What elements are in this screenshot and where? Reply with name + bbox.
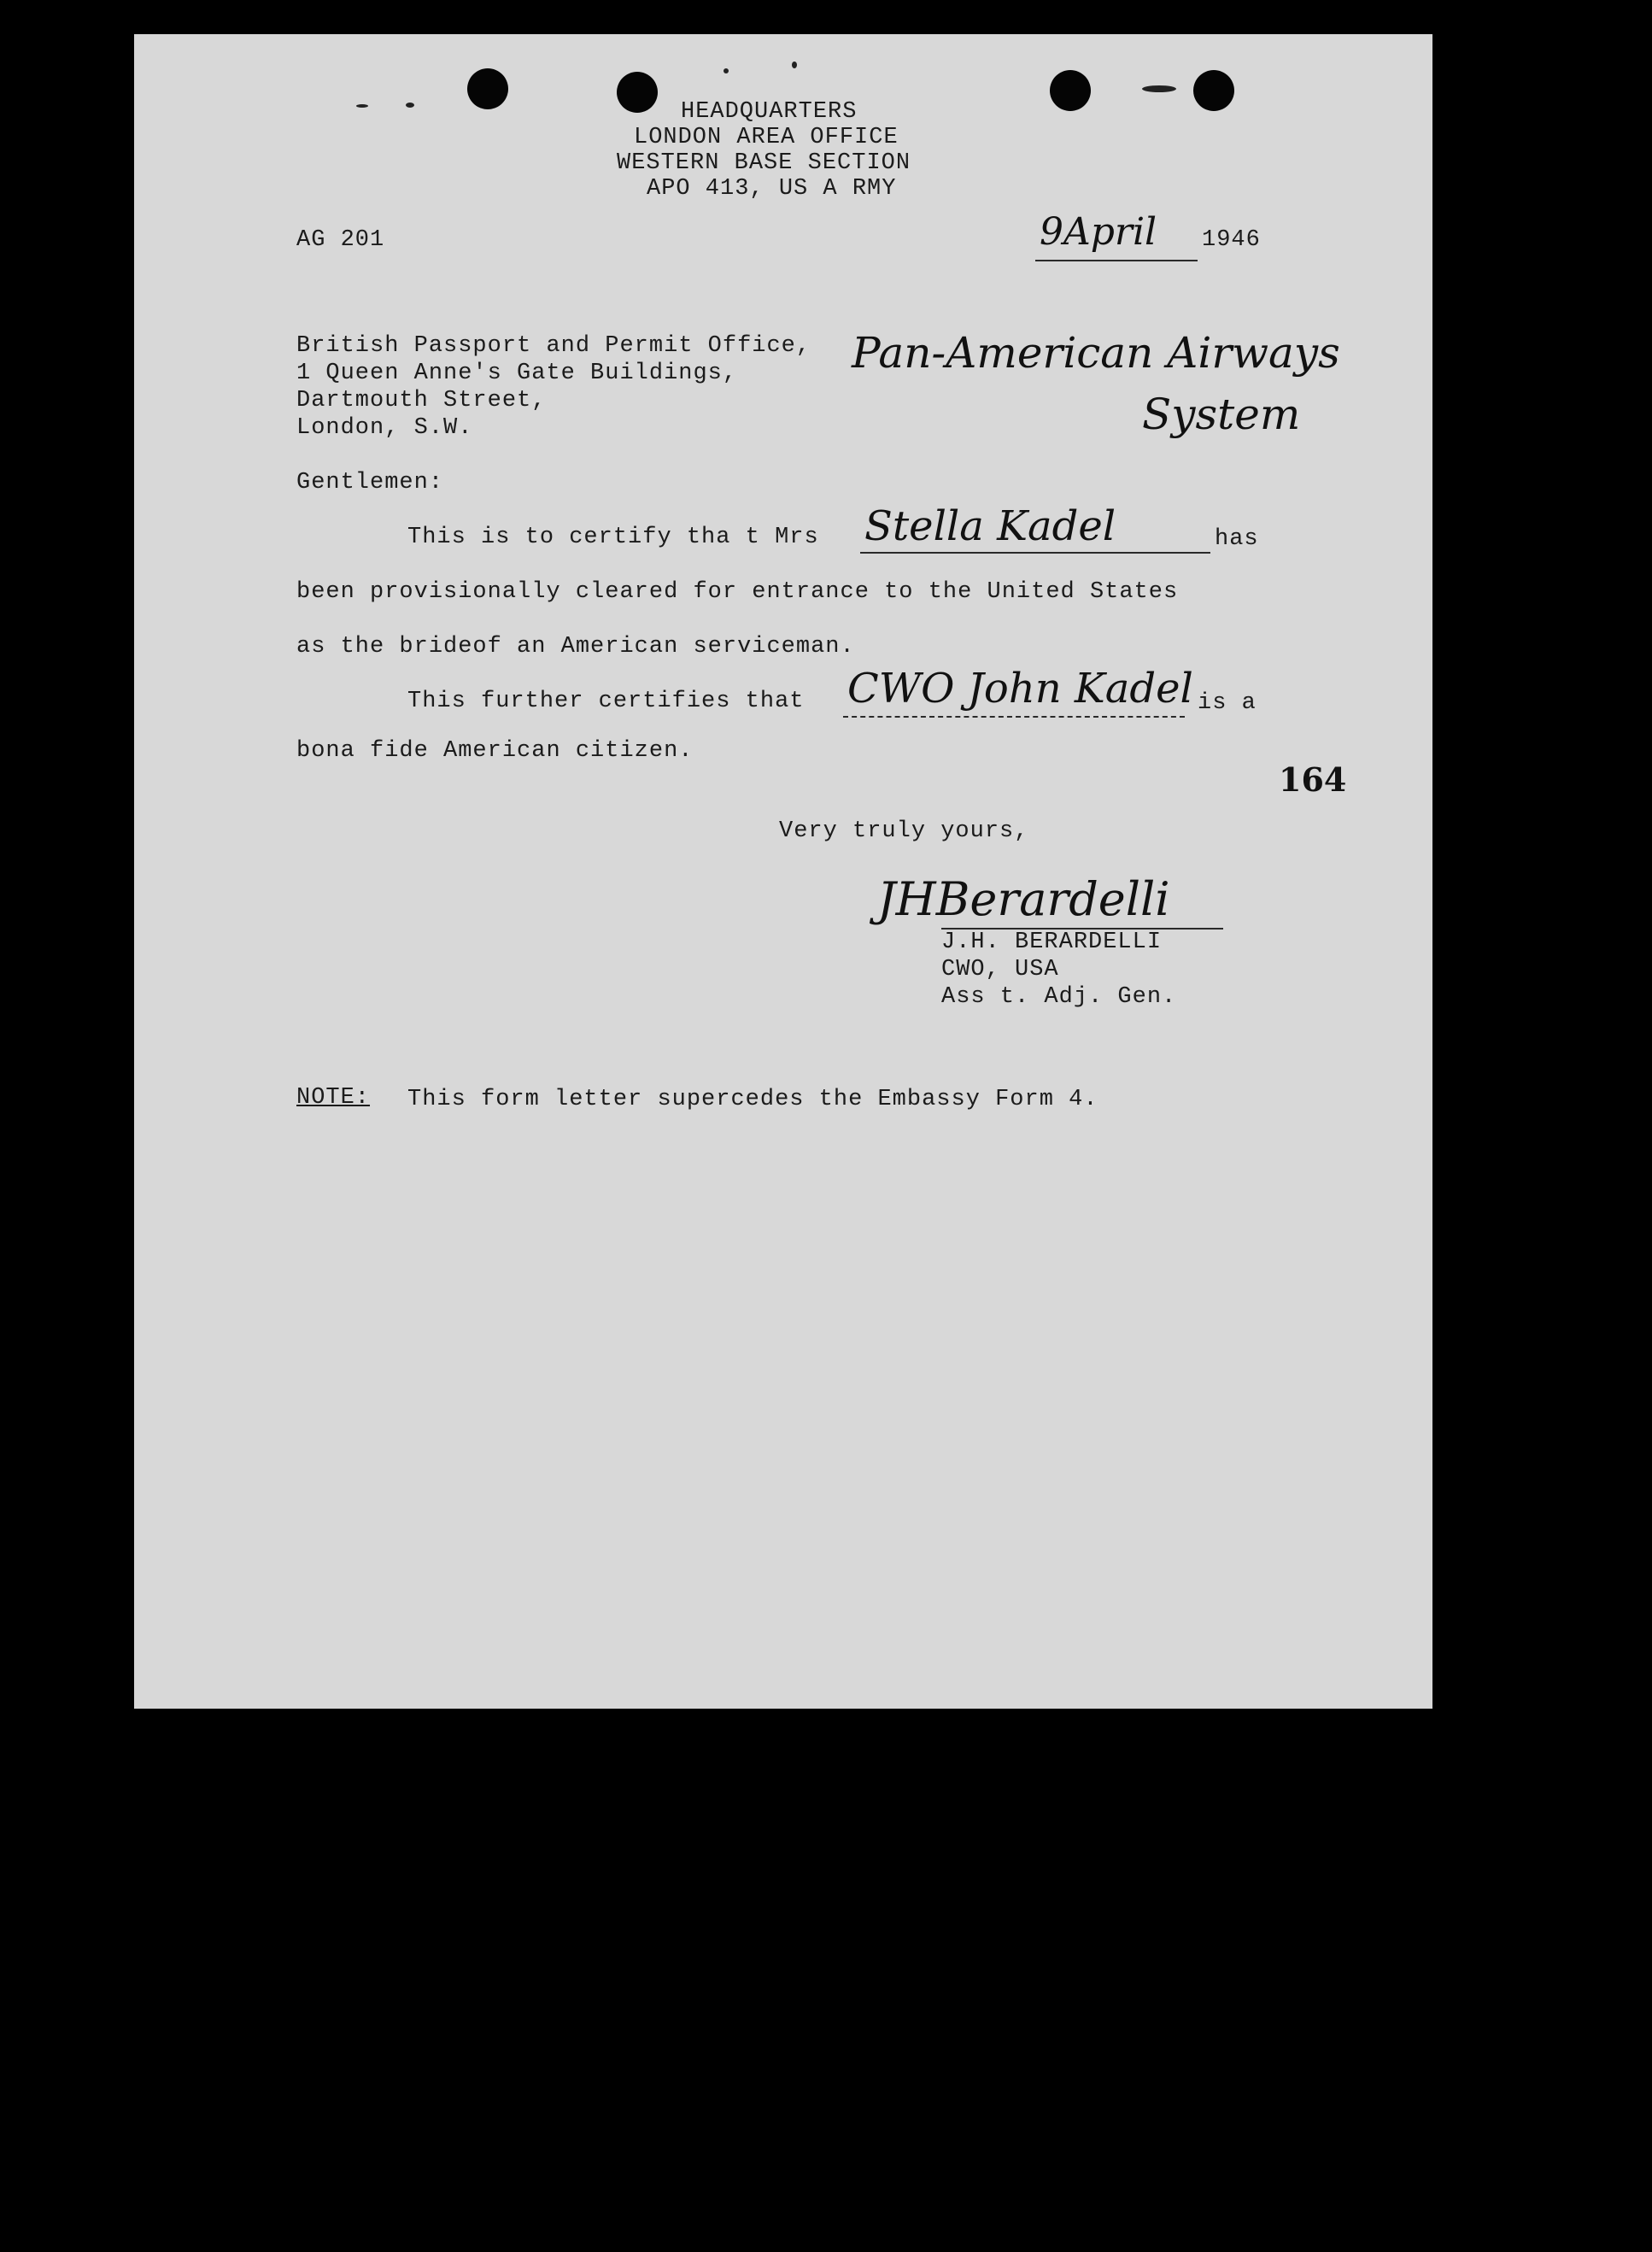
letterhead-line-2: LONDON AREA OFFICE xyxy=(634,125,899,150)
signatory-name: J.H. BERARDELLI xyxy=(941,930,1163,955)
scan-speck xyxy=(356,104,368,108)
date-year: 1946 xyxy=(1202,227,1261,253)
note-label: NOTE: xyxy=(296,1085,371,1111)
paragraph-2-line-2: bona fide American citizen. xyxy=(296,738,694,764)
punch-hole-center xyxy=(617,72,658,113)
date-underline xyxy=(1035,260,1198,261)
punch-hole-right-1 xyxy=(1050,70,1091,111)
paragraph-2-end: is a xyxy=(1198,690,1257,716)
paragraph-1-start: This is to certify tha t Mrs xyxy=(407,525,819,550)
date-handwritten: 9April xyxy=(1040,210,1157,254)
paragraph-1-line-3: as the brideof an American serviceman. xyxy=(296,634,855,660)
addressee-line-2: 1 Queen Anne's Gate Buildings, xyxy=(296,361,738,386)
file-reference: AG 201 xyxy=(296,227,385,253)
document-page xyxy=(134,34,1432,1709)
addressee-line-1: British Passport and Permit Office, xyxy=(296,333,811,359)
salutation: Gentlemen: xyxy=(296,470,444,496)
bride-name-underline xyxy=(860,552,1210,554)
scan-speck xyxy=(723,68,729,73)
note-text: This form letter supercedes the Embassy Form 4. xyxy=(407,1087,1098,1112)
letterhead-line-4: APO 413, US A RMY xyxy=(647,176,897,202)
letterhead-line-3: WESTERN BASE SECTION xyxy=(617,150,911,176)
closing: Very truly yours, xyxy=(779,818,1029,844)
letterhead-line-1: HEADQUARTERS xyxy=(681,99,858,125)
signatory-title: Ass t. Adj. Gen. xyxy=(941,984,1177,1010)
addressee-handwritten-line-2: System xyxy=(1142,390,1301,439)
scan-speck xyxy=(1142,85,1176,92)
addressee-line-3: Dartmouth Street, xyxy=(296,388,547,413)
paragraph-1-line-2: been provisionally cleared for entrance to the United States xyxy=(296,579,1179,605)
paragraph-2-start: This further certifies that xyxy=(407,689,805,714)
addressee-handwritten-line-1: Pan-American Airways xyxy=(852,328,1340,378)
serviceman-name-handwritten: CWO John Kadel xyxy=(847,665,1193,713)
signatory-rank: CWO, USA xyxy=(941,957,1059,982)
addressee-line-4: London, S.W. xyxy=(296,415,473,441)
paragraph-1-end: has xyxy=(1215,526,1259,552)
page-number-stamp: 164 xyxy=(1279,760,1347,799)
serviceman-name-underline xyxy=(843,716,1185,718)
bride-name-handwritten: Stella Kadel xyxy=(864,502,1116,550)
scan-speck xyxy=(792,62,797,68)
scan-speck xyxy=(406,103,414,108)
signature-handwritten: JHBerardelli xyxy=(877,872,1170,926)
punch-hole-left xyxy=(467,68,508,109)
punch-hole-right-2 xyxy=(1193,70,1234,111)
